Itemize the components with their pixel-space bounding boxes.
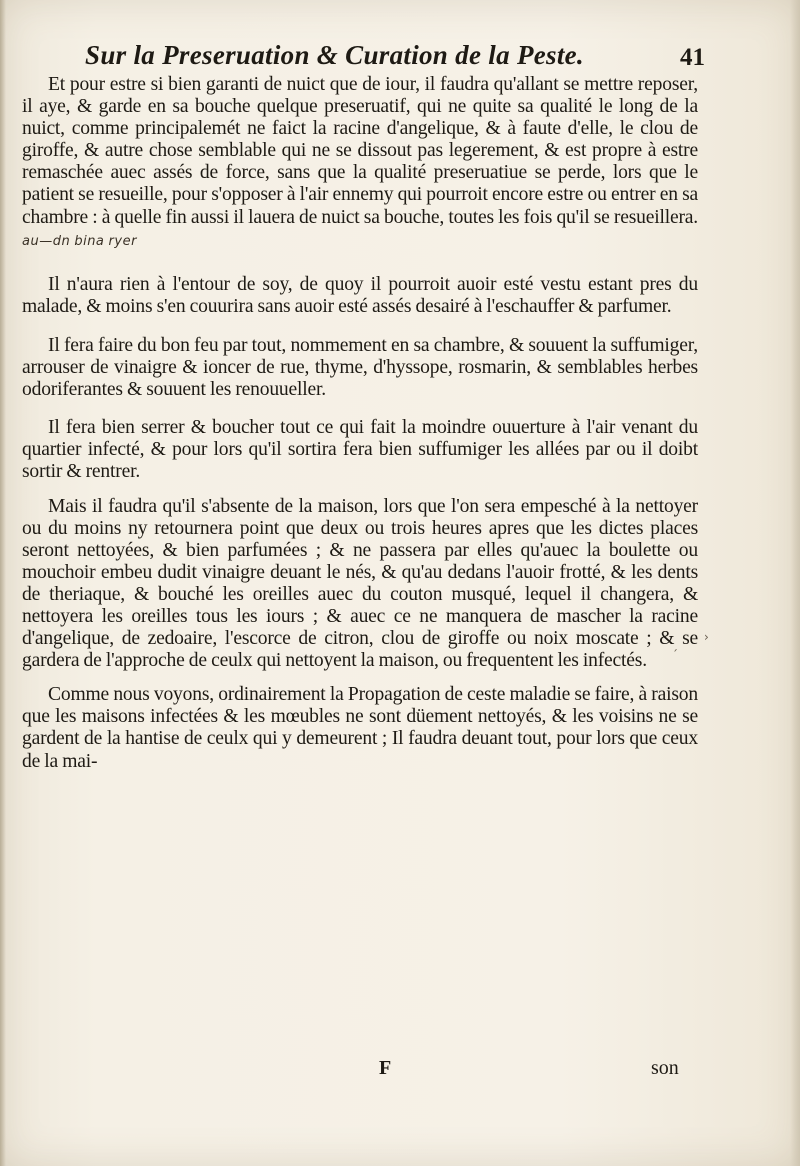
running-title: Sur la Preseruation & Curation de la Peste. [85,40,584,70]
paragraph-4: Il fera bien serrer & boucher tout ce qui fait la moindre ouuerture à l'air venant du quartier infecté, & pour lors qu'il sortira fera bien suffumiger les allées par ou il doibt sortir & rentrer. [22,417,698,483]
page-footer [0,1057,800,1087]
signature-mark: F [379,1057,392,1079]
handwritten-annotation: au—dn bina ryer [22,233,137,249]
paragraph-5: Mais il faudra qu'il s'absente de la maison, lors que l'on sera empesché à la nettoyer ou du moins ny retournera point que deux ou trois heures apres que les dictes places seront nettoyées, & bien parfumées ; & ne passera par elles qu'auec la boulette ou mouchoir embeu dudit vinaigre deuant le nés, & qu'au dedans l'auoir frotté, & les dents de theriaque, & bouché les oreilles auec du couton musqué, lequel il changera, & nettoyera les oreilles tous les iours ; & auec ce ne manquera de mascher la racine d'angelique, de zedoaire, l'escorce de citron, clou de giroffe ou noix moscate ; & se gardera de l'approche de ceulx qui nettoyent la maison, ou frequentent les infectés. [22,495,698,672]
body-text [22,74,698,773]
paragraph-1 [22,74,698,253]
page-number: 41 [680,44,705,71]
paragraph-3: Il fera faire du bon feu par tout, nommement en sa chambre, & souuent la suffumiger, arrouser de vinaigre & ioncer de rue, thyme, d'hyssope, rosmarin, & semblables herbes odoriferantes & souuent les renouueller. [22,334,698,401]
page-edge-shadow [790,0,800,1166]
page-gutter-shadow [0,0,6,1166]
paragraph-6: Comme nous voyons, ordinairement la Propagation de ceste maladie se faire, à raison que les maisons infectées & les mœubles ne sont düement nettoyés, & les voisins ne se gardent de la hantise de ceulx qui y demeurent ; Il faudra deuant tout, pour lors que ceux de la mai- [22,684,698,772]
margin-mark: › [704,630,709,644]
paragraph-2: Il n'aura rien à l'entour de soy, de quoy il pourroit auoir esté vestu estant pres du malade, & moins s'en couurira sans auoir esté assés desairé à l'eschauffer & parfumer. [22,273,698,317]
catchword: son [651,1057,679,1079]
paragraph-1-text: Et pour estre si bien garanti de nuict que de iour, il faudra qu'allant se mettre reposer, il aye, & garde en sa bouche quelque preseruatif, qui ne quite sa qualité le long de la nuict, comme principalemét ne faict la racine d'angelique, & à faute d'elle, le clou de giroffe, & autre chose semblable qui ne se dissout pas legerement, & est propre à estre remaschée auec assés de force, sans que la qualité preseruatiue se perde, lors que le patient se resueille, pour s'opposer à l'air ennemy qui pourroit encore estre ou entrer en sa chambre : à quelle fin aussi il lauera de nuict sa bouche, toutes les fois qu'il se resueillera. [22,74,698,228]
margin-tick: ˊ [672,648,678,662]
